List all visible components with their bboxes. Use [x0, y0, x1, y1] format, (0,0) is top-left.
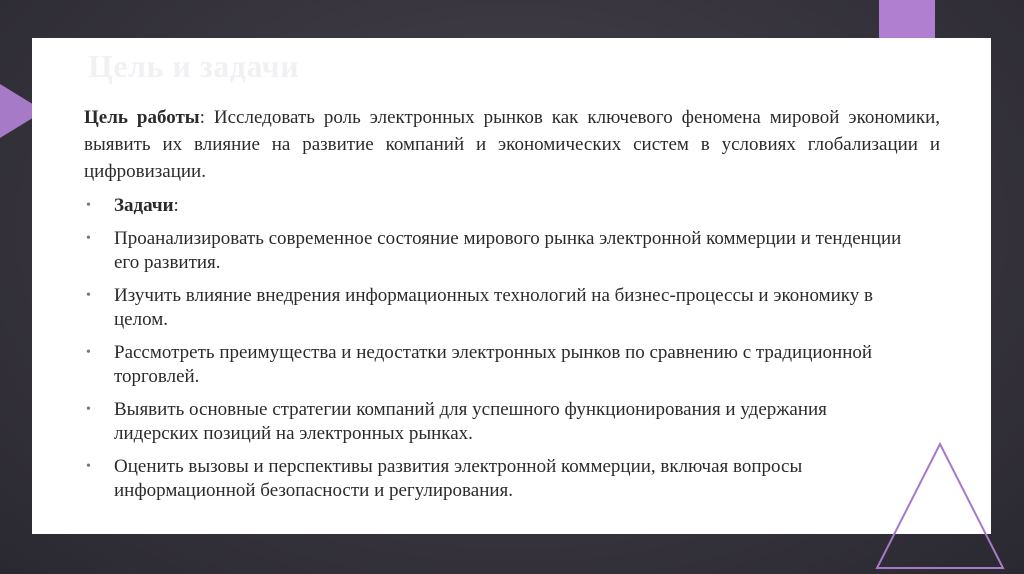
slide-content-card: [32, 38, 991, 534]
task-item: [84, 227, 914, 275]
goal-paragraph: [84, 104, 940, 185]
bullet-icon: •: [86, 198, 91, 213]
bullet-icon: •: [86, 345, 91, 360]
bullet-icon: •: [86, 288, 91, 303]
accent-square-decoration: [879, 0, 935, 38]
goal-text: : Исследовать роль электронных рынков как ключевого феномена мировой экономики, выявить их влияние на развитие компаний и экономических систем в условиях глобализации и цифровизации.: [84, 107, 940, 182]
task-text: Проанализировать современное состояние мирового рынка электронной коммерции и тенденции его развития.: [114, 228, 902, 273]
triangle-outline-decoration: [873, 440, 1007, 572]
task-item: [84, 284, 914, 332]
slide-title-faded: Цель и задачи: [88, 48, 300, 84]
bullet-icon: •: [86, 402, 91, 417]
tasks-heading-item: [84, 194, 914, 218]
goal-label: Цель работы: [84, 107, 200, 128]
task-text: Рассмотреть преимущества и недостатки электронных рынков по сравнению с традиционной торговлей.: [114, 342, 873, 387]
tasks-heading: Задачи: [114, 195, 174, 216]
task-text: Выявить основные стратегии компаний для успешного функционирования и удержания лидерских позиций на электронных рынках.: [114, 399, 827, 444]
task-text: Изучить влияние внедрения информационных технологий на бизнес-процессы и экономику в целом.: [114, 285, 873, 330]
task-item: [84, 341, 914, 389]
bullet-icon: •: [86, 231, 91, 246]
task-item: [84, 455, 914, 503]
bullet-icon: •: [86, 459, 91, 474]
task-text: Оценить вызовы и перспективы развития электронной коммерции, включая вопросы информационной безопасности и регулирования.: [114, 456, 803, 501]
task-item: [84, 398, 914, 446]
tasks-heading-colon: :: [173, 195, 179, 216]
tasks-list: [84, 194, 914, 512]
